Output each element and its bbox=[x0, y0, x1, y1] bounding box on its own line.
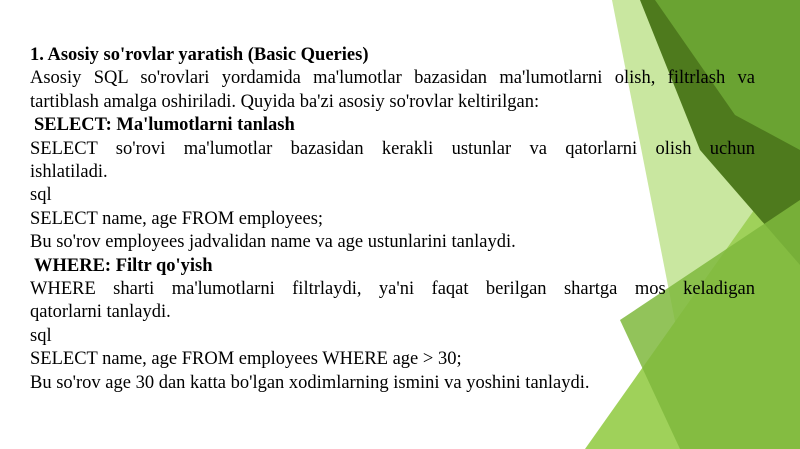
code-line: SELECT name, age FROM employees WHERE age > 30; bbox=[30, 349, 462, 370]
paragraph-line: Bu so'rov employees jadvalidan name va age ustunlarini tanlaydi. bbox=[30, 232, 516, 253]
paragraph-line: ishlatiladi. bbox=[30, 162, 108, 183]
paragraph-line: Bu so'rov age 30 dan katta bo'lgan xodimlarning ismini va yoshini tanlaydi. bbox=[30, 372, 590, 393]
section-heading: 1. Asosiy so'rovlar yaratish (Basic Queries) bbox=[30, 45, 369, 65]
paragraph-line: Asosiy SQL so'rovlari yordamida ma'lumotlar bazasidan ma'lumotlarni olish, filtrlash va bbox=[30, 68, 755, 89]
code-language-label: sql bbox=[30, 185, 52, 206]
code-language-label: sql bbox=[30, 325, 52, 346]
paragraph-line: qatorlarni tanlaydi. bbox=[30, 302, 171, 323]
paragraph-line: WHERE sharti ma'lumotlarni filtrlaydi, ya'ni faqat berilgan shartga mos keladigan bbox=[30, 279, 755, 300]
slide-text bbox=[30, 44, 755, 395]
paragraph-line: tartiblash amalga oshiriladi. Quyida ba'zi asosiy so'rovlar keltirilgan: bbox=[30, 91, 540, 112]
subheading-select: SELECT: Ma'lumotlarni tanlash bbox=[34, 115, 295, 136]
code-line: SELECT name, age FROM employees; bbox=[30, 208, 324, 229]
paragraph-line: SELECT so'rovi ma'lumotlar bazasidan kerakli ustunlar va qatorlarni olish uchun bbox=[30, 138, 755, 159]
subheading-where: WHERE: Filtr qo'yish bbox=[34, 255, 213, 276]
